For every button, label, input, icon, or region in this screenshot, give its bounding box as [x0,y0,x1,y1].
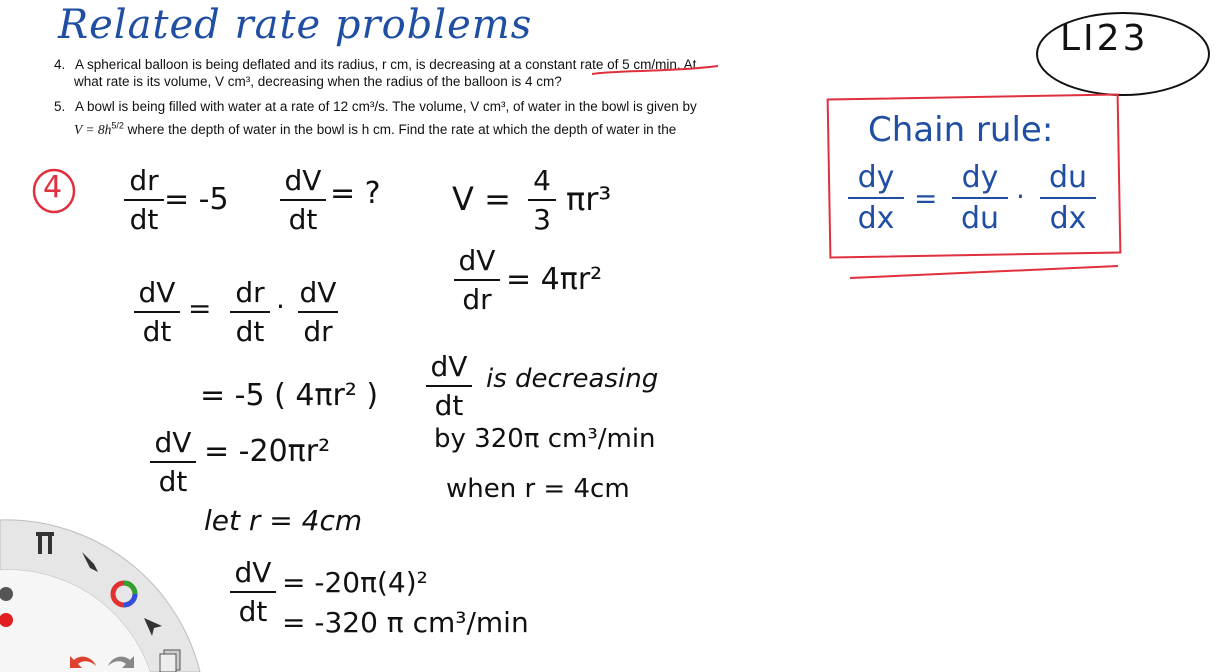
problem-5-formula: V = 8h [74,122,112,137]
final-num: dV [234,556,272,589]
tools-icon[interactable] [34,530,58,558]
chain-app-f1-num: dr [235,276,265,309]
problem-5-line1: A bowl is being filled with water at a rate of 12 cm³/s. The volume, V cm³, of water in the bowl is given by [75,99,697,114]
chain-app-equals: = [188,292,212,325]
chain-rule-dudx [1040,160,1096,236]
chain-lhs-den: dx [857,201,895,236]
chain-lhs-num: dy [857,160,895,195]
color-wheel-icon[interactable] [110,580,138,608]
dvdt-den: dt [288,203,318,236]
problem-5-number: 5. [54,99,66,114]
volume-frac-den: 3 [533,203,551,236]
dvdr-value: = 4πr² [506,262,603,297]
conclusion-line-2: by 320π cm³/min [434,424,656,454]
chain-app-lhs [134,276,180,348]
redo-icon[interactable] [104,648,138,672]
problem-4-line1: A spherical balloon is being deflated and its radius, r cm, is decreasing at a constant rate of 5 cm/min. At [75,57,697,72]
chain-rule-underline [846,262,1126,282]
conclusion-fraction [426,350,472,422]
chain-app-f1 [230,276,270,348]
dvdt-fraction [280,164,326,236]
drdt-value: = -5 [164,182,229,217]
dvdt-num: dV [284,164,322,197]
final-fraction [230,556,276,628]
pages-icon[interactable] [158,646,184,672]
volume-lhs: V = [452,180,511,218]
chain-rule-heading: Chain rule: [868,110,1054,150]
final-value-2: = -320 π cm³/min [282,606,529,639]
result-den: dt [158,465,188,498]
problem-5-line2: where the depth of water in the bowl is h cm. Find the rate at which the depth of water in the [127,122,677,137]
dvdr-den: dr [462,283,492,316]
problem-5 [54,98,697,138]
conclusion-line-1: is decreasing [486,364,659,394]
problem-5-exponent: 5/2 [111,120,124,131]
result-fraction [150,426,196,498]
volume-fraction [528,164,556,236]
chain-rule-dydu [952,160,1008,236]
let-r: let r = 4cm [204,504,363,537]
chain-f1-den: du [960,201,1000,236]
step-1: = -5 ( 4πr² ) [200,378,379,413]
drdt-fraction [124,164,164,236]
conclusion-den: dt [434,389,464,422]
conclusion-num: dV [430,350,468,383]
chain-app-dot: · [276,290,285,323]
chain-app-f2 [298,276,338,348]
conclusion-line-3: when r = 4cm [446,474,630,504]
chain-app-lhs-num: dV [138,276,176,309]
underline-rate [590,60,720,78]
volume-rest: πr³ [566,180,612,218]
result-num: dV [154,426,192,459]
result-value: = -20πr² [204,434,331,469]
side-indicators [0,584,18,632]
chain-app-f1-den: dt [235,315,265,348]
chain-f1-num: dy [961,160,999,195]
chain-app-f2-den: dr [303,315,333,348]
lesson-code: LI23 [1060,18,1149,59]
final-value-1: = -20π(4)² [282,566,428,599]
chain-f2-num: du [1048,160,1088,195]
undo-icon[interactable] [66,648,100,672]
problem-4-number: 4. [54,57,66,72]
chain-app-lhs-den: dt [142,315,172,348]
brush-icon[interactable] [78,548,104,576]
chain-rule-equals: = [914,182,938,215]
chain-rule-dydx [848,160,904,236]
page-title: Related rate problems [58,2,533,48]
problem-4-line2: what rate is its volume, V cm³, decreasing when the radius of the balloon is 4 cm? [74,74,562,89]
drdt-num: dr [129,164,159,197]
drdt-den: dt [129,203,159,236]
dvdr-fraction [454,244,500,316]
dvdr-num: dV [458,244,496,277]
chain-app-f2-num: dV [299,276,337,309]
pointer-icon[interactable] [140,614,166,640]
volume-frac-num: 4 [533,164,551,197]
circled-4-label: 4 [43,170,63,205]
chain-rule-dot: · [1016,180,1025,213]
dvdt-value: = ? [330,176,381,211]
final-den: dt [238,595,268,628]
chain-f2-den: dx [1049,201,1087,236]
